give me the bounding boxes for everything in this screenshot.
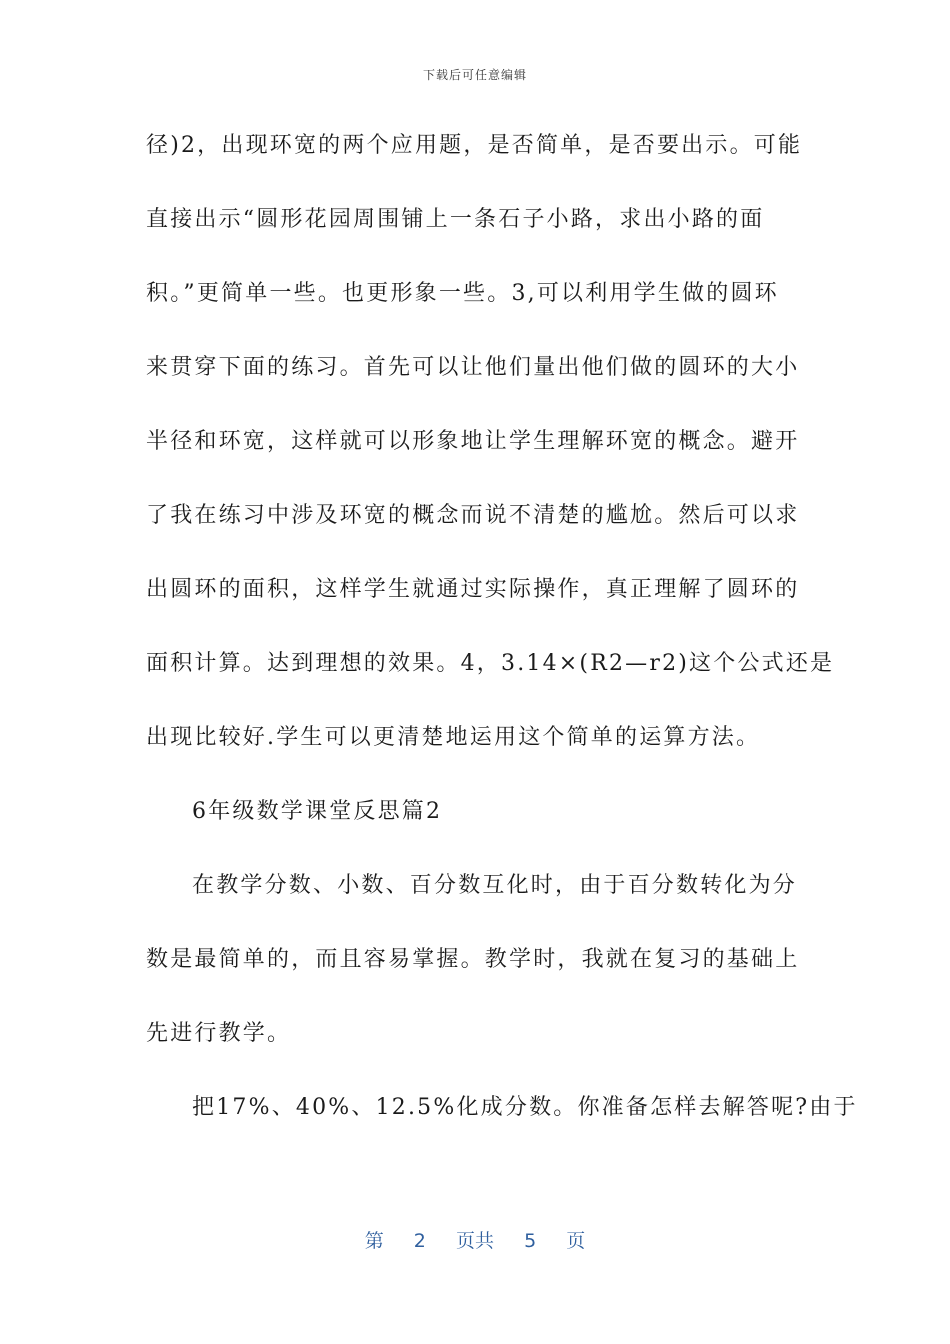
paragraph-line: 来贯穿下面的练习。首先可以让他们量出他们做的圆环的大小 xyxy=(146,355,800,380)
paragraph-line: 出圆环的面积，这样学生就通过实际操作，真正理解了圆环的 xyxy=(146,577,800,602)
paragraph-line: 径)2，出现环宽的两个应用题，是否简单，是否要出示。可能 xyxy=(146,133,803,158)
paragraph-line: 直接出示“圆形花园周围铺上一条石子小路，求出小路的面 xyxy=(146,207,765,232)
paragraph-line: 半径和环宽，这样就可以形象地让学生理解环宽的概念。避开 xyxy=(146,429,800,454)
section-title: 6年级数学课堂反思篇2 xyxy=(192,799,443,824)
footer-middle: 页共 xyxy=(455,1230,494,1252)
paragraph-line: 了我在练习中涉及环宽的概念而说不清楚的尴尬。然后可以求 xyxy=(146,503,800,528)
paragraph-line: 面积计算。达到理想的效果。4，3.14×(R2—r2)这个公式还是 xyxy=(146,651,835,676)
body-text xyxy=(146,120,858,1156)
paragraph-line: 把17%、40%、12.5%化成分数。你准备怎样去解答呢?由于 xyxy=(192,1095,858,1120)
paragraph-line: 在教学分数、小数、百分数互化时，由于百分数转化为分 xyxy=(192,873,798,898)
footer-prefix: 第 xyxy=(364,1230,384,1252)
paragraph-line: 积。”更简单一些。也更形象一些。3,可以利用学生做的圆环 xyxy=(146,281,779,306)
paragraph-line: 出现比较好.学生可以更清楚地运用这个简单的运算方法。 xyxy=(146,725,761,750)
footer-suffix: 页 xyxy=(566,1230,586,1252)
page-footer xyxy=(0,1226,950,1253)
paragraph-line: 先进行教学。 xyxy=(146,1021,292,1046)
paragraph-line: 数是最简单的，而且容易掌握。教学时，我就在复习的基础上 xyxy=(146,947,800,972)
footer-page-number: 2 xyxy=(413,1230,426,1252)
page-header: 下载后可任意编辑 xyxy=(422,68,527,82)
footer-total-pages: 5 xyxy=(524,1230,537,1252)
